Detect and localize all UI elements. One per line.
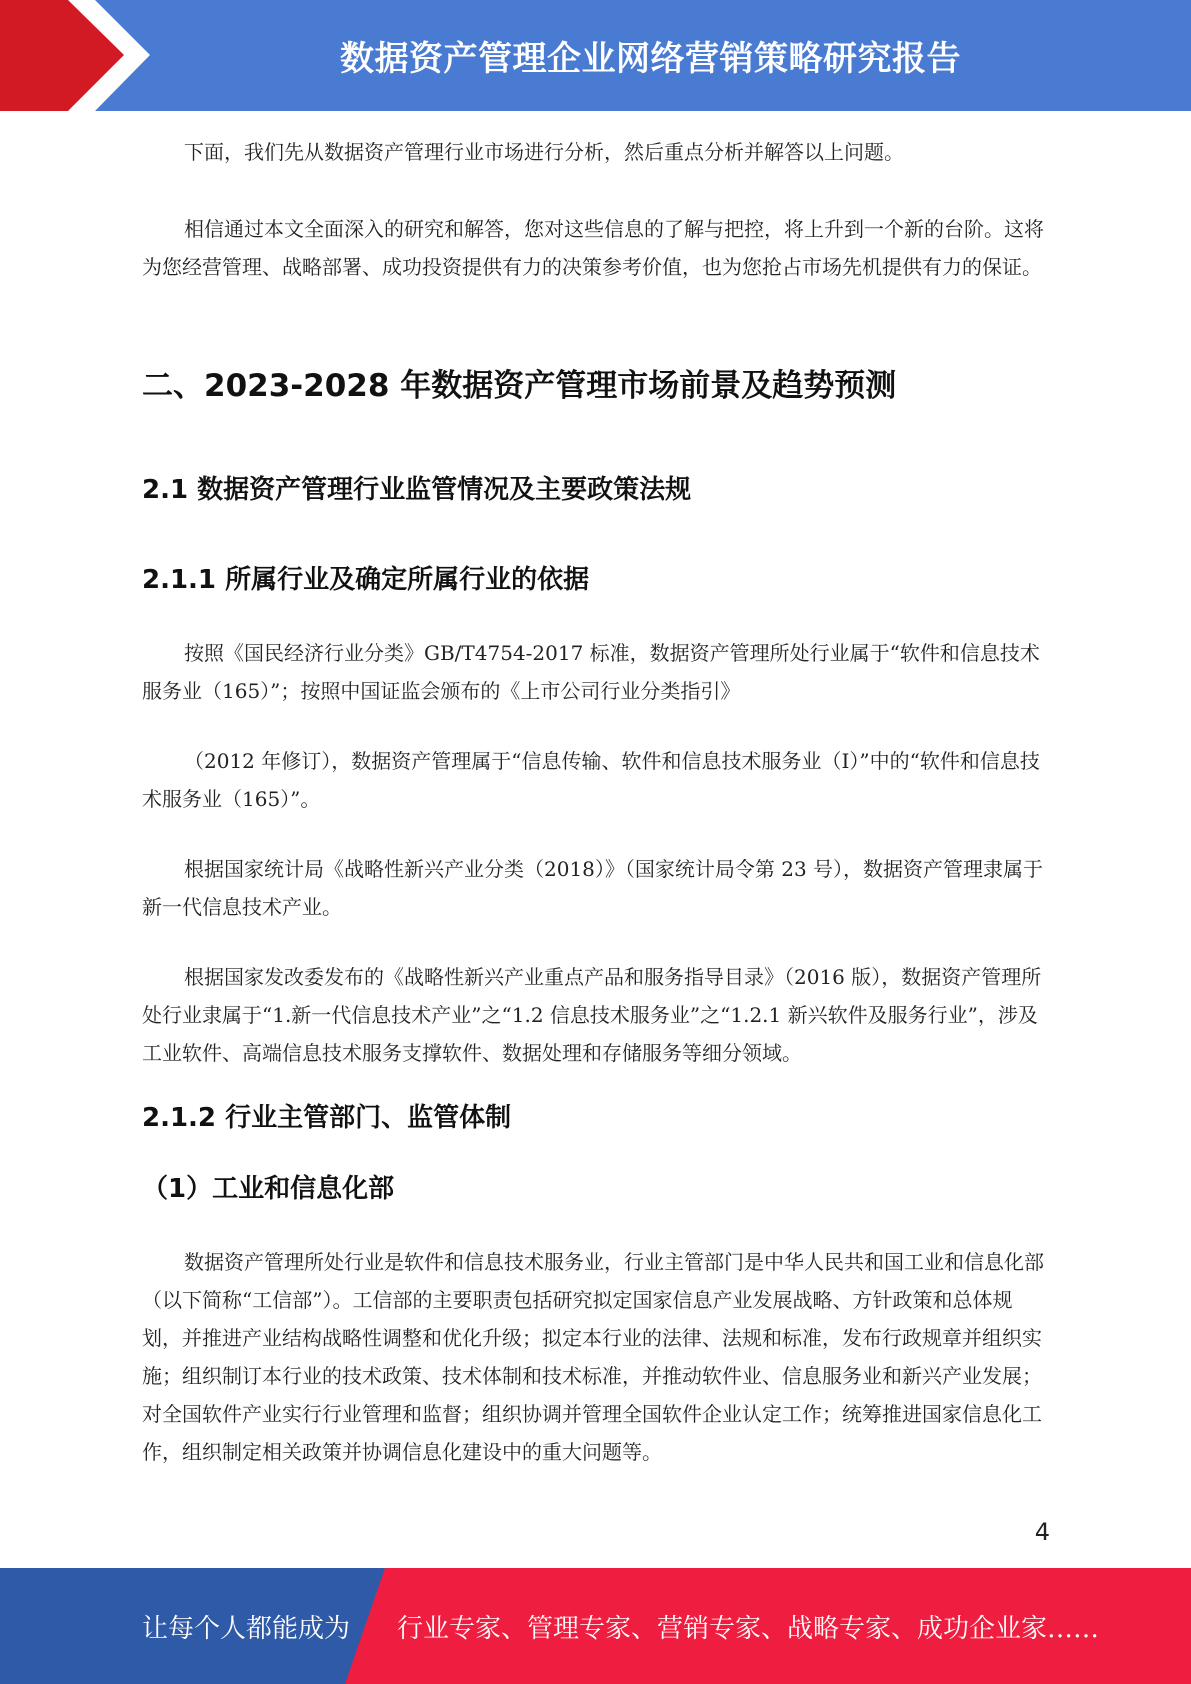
paragraph-belief: 相信通过本文全面深入的研究和解答，您对这些信息的了解与把控，将上升到一个新的台阶。这将为您经营管理、战略部署、成功投资提供有力的决策参考价值，也为您抢占市场先机提供有力的保证。 (142, 217, 1044, 279)
section-heading-2: 二、2023-2028 年数据资产管理市场前景及趋势预测 (142, 368, 897, 404)
paragraph-stats-bureau: 根据国家统计局《战略性新兴产业分类（2018）》（国家统计局令第 23 号），数据资产管理隶属于新一代信息技术产业。 (142, 857, 1044, 919)
header-title: 数据资产管理企业网络营销策略研究报告 (340, 39, 961, 79)
paragraph-csrc-classification: （2012 年修订），数据资产管理属于“信息传输、软件和信息技术服务业（I）”中的“软件和信息技术服务业（165）”。 (142, 749, 1040, 811)
page-footer (0, 1568, 1191, 1684)
heading-miit: （1）工业和信息化部 (142, 1174, 395, 1204)
page-header (0, 0, 1191, 111)
heading-2-1: 2.1 数据资产管理行业监管情况及主要政策法规 (142, 475, 692, 505)
paragraph-classification-standard: 按照《国民经济行业分类》GB/T4754-2017 标准，数据资产管理所处行业属于“软件和信息技术服务业（165）”；按照中国证监会颁布的《上市公司行业分类指引》 (142, 641, 1040, 703)
heading-2-1-1: 2.1.1 所属行业及确定所属行业的依据 (142, 565, 590, 595)
paragraph-miit-duties: 数据资产管理所处行业是软件和信息技术服务业，行业主管部门是中华人民共和国工业和信息化部（以下简称“工信部”）。工信部的主要职责包括研究拟定国家信息产业发展战略、方针政策和总体规划，并推进产业结构战略性调整和优化升级；拟定本行业的法律、法规和标准，发布行政规章并组织实施；组织制订本行业的技术政策、技术体制和技术标准，并推动软件业、信息服务业和新兴产业发展；对全国软件产业实行行业管理和监督；组织协调并管理全国软件企业认定工作；统筹推进国家信息化工作，组织制定相关政策并协调信息化建设中的重大问题等。 (142, 1250, 1044, 1464)
footer-slogan-left: 让每个人都能成为 (142, 1613, 351, 1644)
paragraph-ndrc-catalog: 根据国家发改委发布的《战略性新兴产业重点产品和服务指导目录》（2016 版），数据资产管理所处行业隶属于“1.新一代信息技术产业”之“1.2 信息技术服务业”之“1.2.1 新兴软件及服务行业”，涉及工业软件、高端信息技术服务支撑软件、数据处理和存储服务等细分领域。 (142, 965, 1042, 1065)
heading-2-1-2: 2.1.2 行业主管部门、监管体制 (142, 1103, 512, 1133)
page-number: 4 (1034, 1518, 1050, 1546)
paragraph-intro: 下面，我们先从数据资产管理行业市场进行分析，然后重点分析并解答以上问题。 (184, 140, 904, 164)
footer-slogan-right: 行业专家、管理专家、营销专家、战略专家、成功企业家…… (397, 1613, 1100, 1644)
